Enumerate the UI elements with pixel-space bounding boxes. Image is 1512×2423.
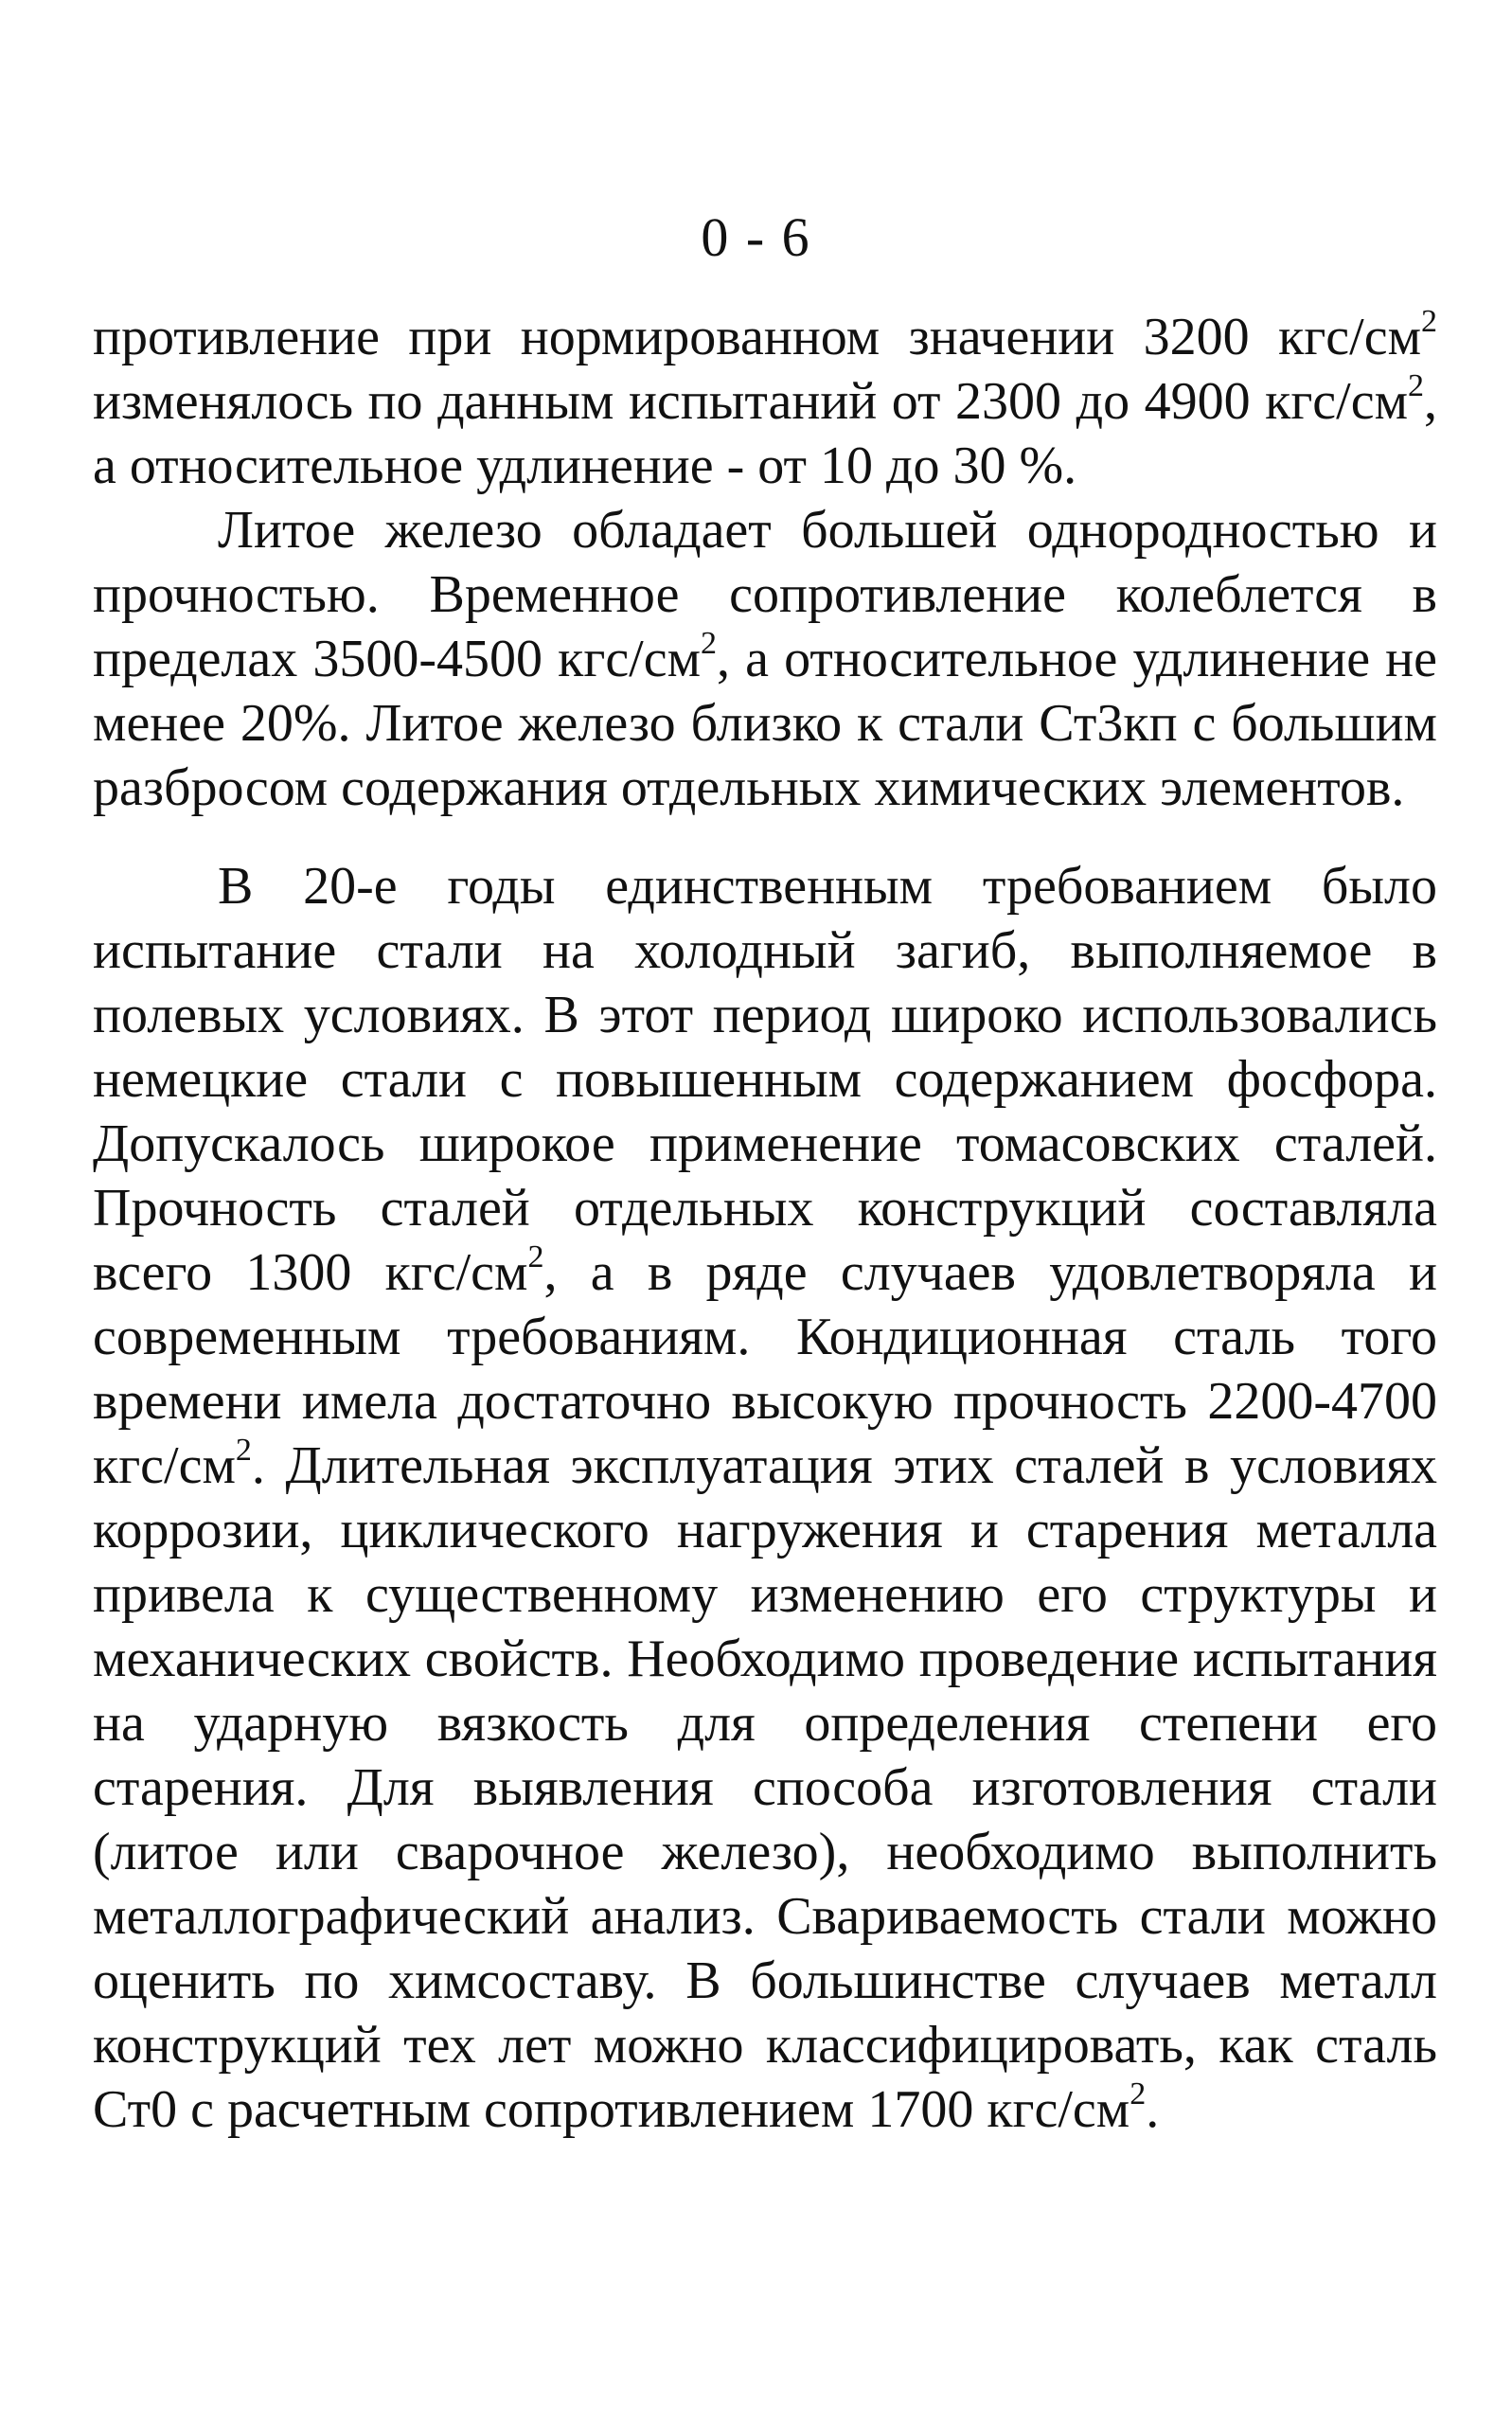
text-run: изменялось по данным испытаний от 2300 до 4900 кгс/см (93, 372, 1408, 431)
text-run: . (1146, 2080, 1160, 2139)
text-run: В 20-е годы единственным требованием было испытание стали на холодный загиб, выполняемое в полевых условиях. В этот период широко использовались немецкие стали с повышенным содержанием фосфора. Допускалось широкое применение томасовских сталей. Прочность сталей отдельных конструкций составляла всего 1300 кгс/см (93, 857, 1437, 1302)
text-run: Литое железо обладает большей однородностью и прочностью. Временное сопротивление колеблется в пределах 3500-4500 кгс/см (93, 501, 1437, 688)
page-number: 0 - 6 (701, 206, 811, 268)
superscript: 2 (235, 1433, 252, 1469)
paragraph-1 (93, 305, 1437, 498)
superscript: 2 (1408, 368, 1424, 404)
superscript: 2 (1421, 304, 1437, 340)
paragraph-2 (93, 498, 1437, 820)
text-run: , а относительное удлинение не менее 20%. Литое железо близко к стали Ст3кп с большим разбросом содержания отдельных химических элементов. (93, 630, 1438, 817)
text-run: . Длительная эксплуатация этих сталей в условиях коррозии, циклического нагружения и старения металла привела к существенному изменению его структуры и механических свойств. Необходимо проведение испытания на ударную вязкость для определения степени его старения. Для выявления способа изготовления стали (литое или сварочное железо), необходимо выполнить металлографический анализ. Свариваемость стали можно оценить по химсоставу. В большинстве случаев металл конструкций тех лет можно классифицировать, как сталь Ст0 с расчетным сопротивлением 1700 кгс/см (93, 1436, 1437, 2139)
superscript: 2 (527, 1239, 544, 1275)
superscript: 2 (701, 626, 718, 662)
text-run: , а в ряде случаев удовлетворяла и современным требованиям. Кондиционная сталь того времени имела достаточно высокую прочность 2200-4700 кгс/см (93, 1243, 1438, 1495)
superscript: 2 (1130, 2076, 1147, 2112)
paragraph-3 (93, 854, 1437, 2142)
text-run: , а относительное удлинение - от 10 до 30 %. (93, 372, 1437, 495)
text-run: противление при нормированном значении 3200 кгс/см (93, 308, 1421, 366)
body-text (93, 305, 1437, 2142)
